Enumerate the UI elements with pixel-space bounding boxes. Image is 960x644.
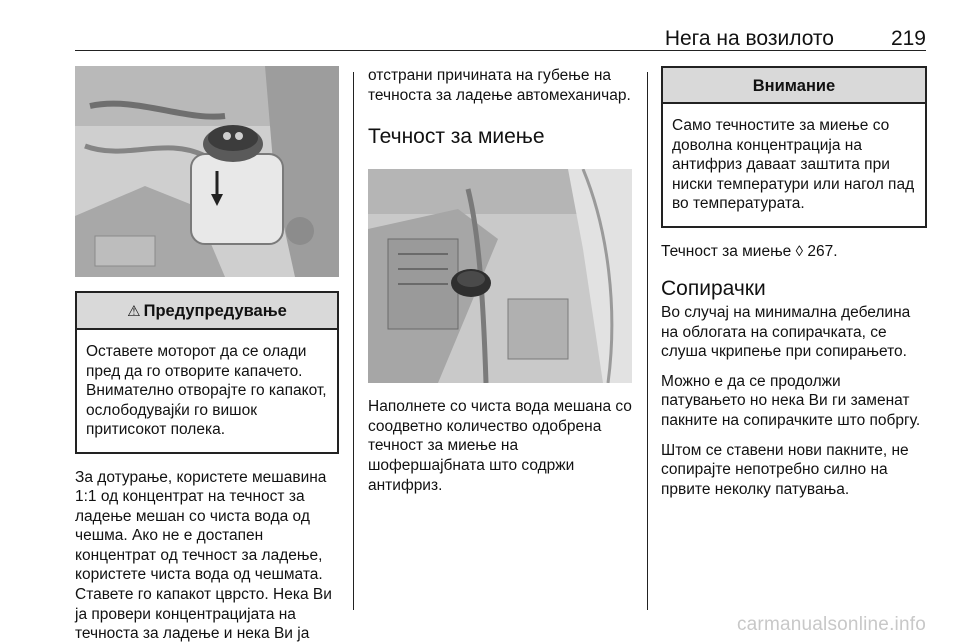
washer-fluid-paragraph: Наполнете со чиста вода мешана со соодветно количество одобрена течност за миење на шофершајбната што содржи антифриз.	[368, 398, 632, 494]
reference-page: 267.	[807, 242, 838, 260]
warning-text: Оставете моторот да се олади пред да го отворите капачето. Внимателно отворајте го капакот, ослободувајќи го вишок притисокот полека.	[86, 343, 327, 438]
column-2	[368, 66, 632, 495]
page-number: 219	[890, 27, 926, 50]
brakes-paragraph-1: Во случај на минимална дебелина на облогата на сопирачката, се слуша чкрипење при сопирањето.	[661, 304, 911, 361]
column-divider-1	[353, 72, 354, 610]
continuation-text: отстрани причината на губење на течноста за ладење автомеханичар.	[368, 67, 631, 104]
notice-text: Само течностите за миење со доволна концентрација на антифриз даваат заштита при ниски температури или нагол пад во температурата.	[672, 117, 915, 212]
warning-box	[75, 291, 339, 454]
page-reference-icon: ◊	[795, 242, 804, 260]
washer-reservoir-photo	[368, 169, 632, 383]
section-title: Нега на возилото	[664, 27, 834, 50]
coolant-reservoir-photo	[75, 66, 339, 277]
watermark: carmanualsonline.info	[736, 614, 926, 635]
warning-title: Предупредување	[143, 302, 287, 320]
brakes-paragraph-2: Можно е да се продолжи патувањето но нека Ви ги заменат пакните на сопирачките што побргу.	[661, 372, 921, 430]
warning-triangle-icon: ⚠	[127, 303, 141, 320]
column-3	[661, 66, 927, 499]
brakes-heading: Сопирачки	[661, 277, 766, 301]
notice-title: Внимание	[663, 68, 925, 104]
reference-text: Течност за миење	[661, 242, 792, 260]
page-header	[75, 28, 926, 51]
coolant-paragraph: За дотурање, користете мешавина 1:1 од концентрат на течност за ладење мешан со чиста вода од чешма. Ако не е достапен концентрат од течност за ладење, користете чиста вода од чешмата. Ставете го капакот цврсто. Нека Ви ја провери концентрацијата на течноста за ладење и нека Ви ја	[75, 468, 332, 643]
brakes-paragraph-3: Штом се ставени нови пакните, не сопирајте непотребно силно на првите неколку патувања.	[661, 441, 909, 498]
washer-fluid-reference	[661, 242, 927, 262]
washer-fluid-heading: Течност за миење	[368, 125, 545, 149]
notice-box	[661, 66, 927, 228]
column-divider-2	[647, 72, 648, 610]
column-1	[75, 66, 339, 644]
